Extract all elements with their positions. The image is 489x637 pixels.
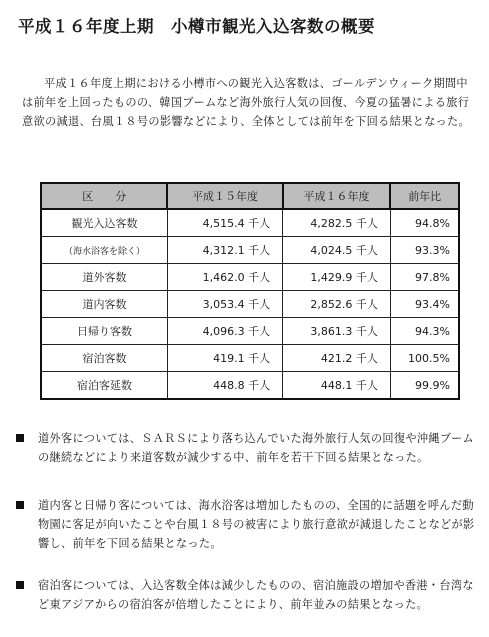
yoy-ratio: 94.8% — [390, 209, 459, 237]
intro-paragraph: 平成１６年度上期における小樽市への観光入込客数は、ゴールデンウィーク期間中は前年を上回ったものの、韓国ブームなど海外旅行人気の回復、今夏の猛暑による旅行意欲の減退、台風１８号の影響などにより、全体としては前年を下回る結果となった。 — [22, 77, 471, 128]
bullet-text: 道外客については、ＳＡＲＳにより落ち込んでいた海外旅行人気の回復や沖縄ブームの継続などにより来道客数が減少する中、前年を若干下回る結果となった。 — [38, 432, 474, 464]
table-row — [41, 372, 459, 400]
fy16-value: 421.2 千人 — [283, 345, 391, 372]
fy16-value: 2,852.6 千人 — [283, 291, 391, 318]
yoy-ratio: 93.4% — [390, 291, 459, 318]
fy15-value: 4,096.3 千人 — [167, 318, 282, 345]
fy16-value: 4,282.5 千人 — [283, 209, 391, 237]
table-row — [41, 291, 459, 318]
bullet-text: 宿泊客については、入込客数全体は減少したものの、宿泊施設の増加や香港・台湾など東アジアからの宿泊客が倍増したことにより、前年並みの結果となった。 — [38, 579, 474, 611]
table-row — [41, 237, 459, 264]
fy15-value: 1,462.0 千人 — [167, 264, 282, 291]
yoy-ratio: 100.5% — [390, 345, 459, 372]
fy15-value: 4,515.4 千人 — [167, 209, 282, 237]
fy15-value: 419.1 千人 — [167, 345, 282, 372]
table-row — [41, 209, 459, 237]
row-label: 宿泊客延数 — [41, 372, 167, 400]
table-header-row — [41, 183, 459, 209]
page-title: 平成１６年度上期 小樽市観光入込客数の概要 — [18, 17, 375, 36]
row-label: 観光入込客数 — [41, 209, 167, 237]
header-category: 区 分 — [41, 183, 167, 209]
yoy-ratio: 94.3% — [390, 318, 459, 345]
square-bullet-icon — [16, 581, 24, 589]
bullet-item — [16, 576, 478, 614]
row-label: 宿泊客数 — [41, 345, 167, 372]
fy15-value: 3,053.4 千人 — [167, 291, 282, 318]
yoy-ratio: 93.3% — [390, 237, 459, 264]
table-row — [41, 264, 459, 291]
bullet-text: 道内客と日帰り客については、海水浴客は増加したものの、全国的に話題を呼んだ動物園に客足が向いたことや台風１８号の被害により旅行意欲が減退したことなどが影響し、前年を下回る結果となった。 — [38, 499, 475, 550]
row-label: 道外客数 — [41, 264, 167, 291]
fy16-value: 448.1 千人 — [283, 372, 391, 400]
bullet-item — [16, 429, 478, 467]
table-row — [41, 345, 459, 372]
fy15-value: 4,312.1 千人 — [167, 237, 282, 264]
header-yoy: 前年比 — [390, 183, 459, 209]
fy16-value: 3,861.3 千人 — [283, 318, 391, 345]
row-label: 日帰り客数 — [41, 318, 167, 345]
header-fy15: 平成１５年度 — [167, 183, 282, 209]
square-bullet-icon — [16, 434, 24, 442]
bullet-item — [16, 496, 478, 553]
row-label: 道内客数 — [41, 291, 167, 318]
fy16-value: 4,024.5 千人 — [283, 237, 391, 264]
visitor-statistics-table — [40, 182, 460, 400]
row-label: （海水浴客を除く） — [41, 237, 167, 264]
square-bullet-icon — [16, 501, 24, 509]
yoy-ratio: 97.8% — [390, 264, 459, 291]
header-fy16: 平成１６年度 — [283, 183, 391, 209]
yoy-ratio: 99.9% — [390, 372, 459, 400]
fy15-value: 448.8 千人 — [167, 372, 282, 400]
table-row — [41, 318, 459, 345]
fy16-value: 1,429.9 千人 — [283, 264, 391, 291]
